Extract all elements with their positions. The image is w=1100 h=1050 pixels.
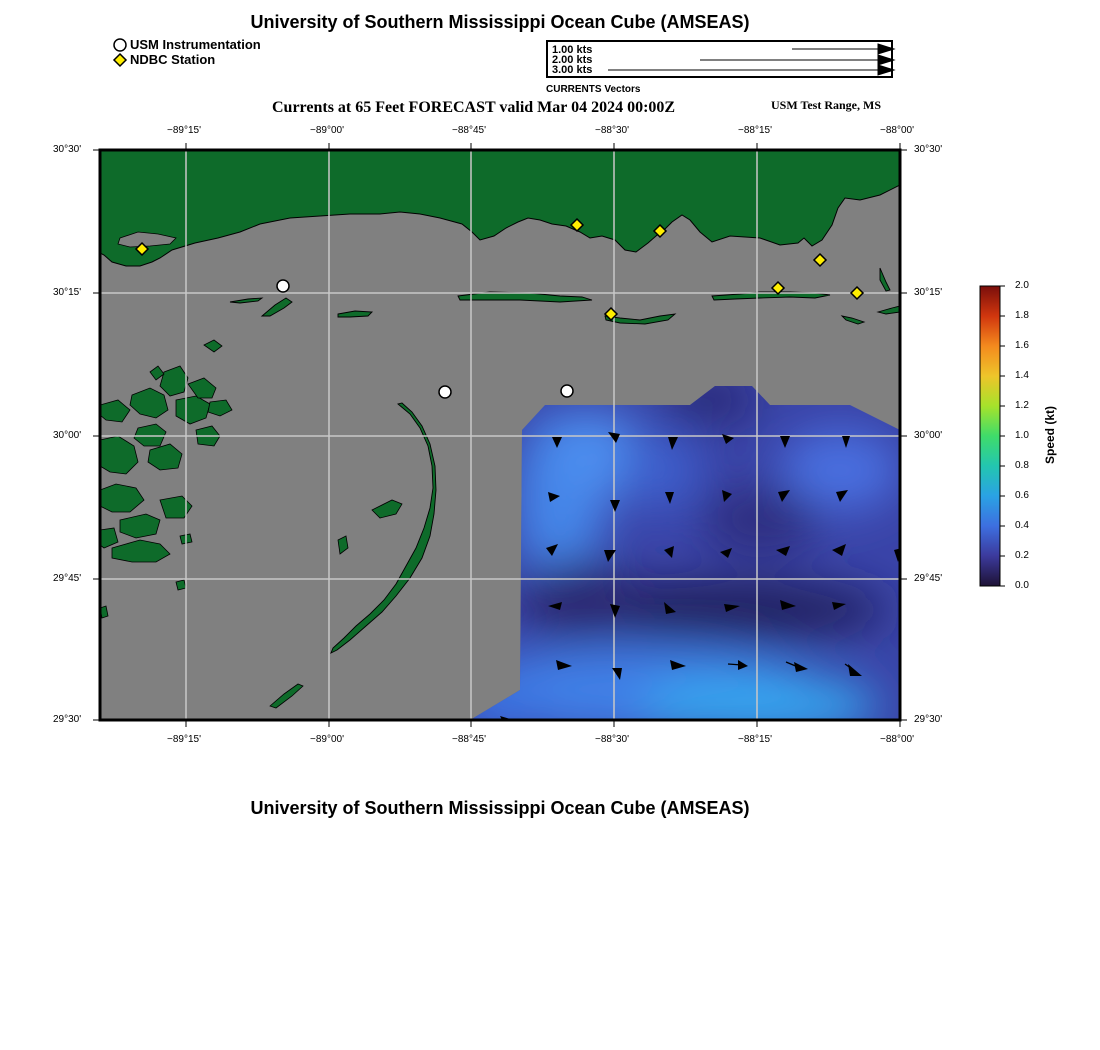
lat-tick-left: 30°30' xyxy=(53,144,82,155)
map-subtitle: Currents at 65 Feet FORECAST valid Mar 04 2024 00:00Z xyxy=(272,99,676,116)
lat-tick-left: 29°45' xyxy=(53,573,82,584)
lon-tick-top: −88°45' xyxy=(452,125,486,136)
lon-tick-bottom: −89°00' xyxy=(310,734,344,745)
lon-tick-bottom: −89°15' xyxy=(167,734,201,745)
usm-instrument-marker xyxy=(439,386,451,398)
lat-tick-right: 30°30' xyxy=(914,144,943,155)
lat-tick-right: 29°30' xyxy=(914,714,943,725)
lat-tick-left: 29°30' xyxy=(53,714,82,725)
colorbar-tick-label: 0.6 xyxy=(1015,490,1029,501)
vector-key-caption: CURRENTS Vectors xyxy=(546,84,641,95)
vector-key-label: 2.00 kts xyxy=(552,54,593,66)
vector-key-label: 3.00 kts xyxy=(552,64,593,76)
lat-tick-left: 30°00' xyxy=(53,430,82,441)
lat-tick-left: 30°15' xyxy=(53,287,82,298)
lon-tick-top: −88°15' xyxy=(738,125,772,136)
vector-key-label: 1.00 kts xyxy=(552,44,593,56)
colorbar-tick-label: 2.0 xyxy=(1015,280,1029,291)
lon-tick-top: −89°15' xyxy=(167,125,201,136)
colorbar-tick-label: 0.0 xyxy=(1015,580,1029,591)
colorbar-tick-label: 1.0 xyxy=(1015,430,1029,441)
lon-tick-top: −88°30' xyxy=(595,125,629,136)
colorbar-tick-label: 1.8 xyxy=(1015,310,1029,321)
colorbar-tick-label: 0.4 xyxy=(1015,520,1029,531)
colorbar-ticks xyxy=(1000,286,1005,586)
footer-title: University of Southern Mississippi Ocean Cube (AMSEAS) xyxy=(250,798,750,818)
lon-tick-top: −89°00' xyxy=(310,125,344,136)
lat-tick-right: 30°00' xyxy=(914,430,943,441)
vector-key-box xyxy=(546,40,893,78)
current-speed-field xyxy=(460,375,910,735)
lon-tick-bottom: −88°00' xyxy=(880,734,914,745)
usm-instrument-marker xyxy=(277,280,289,292)
lat-tick-right: 29°45' xyxy=(914,573,943,584)
colorbar-tick-label: 0.8 xyxy=(1015,460,1029,471)
legend-ndbc-label: NDBC Station xyxy=(130,52,216,67)
colorbar xyxy=(980,286,1000,586)
colorbar-tick-label: 1.2 xyxy=(1015,400,1029,411)
lon-tick-bottom: −88°30' xyxy=(595,734,629,745)
legend-usm-label: USM Instrumentation xyxy=(130,37,261,52)
figure-title: University of Southern Mississippi Ocean Cube (AMSEAS) xyxy=(250,12,750,32)
lon-tick-top: −88°00' xyxy=(880,125,914,136)
range-label: USM Test Range, MS xyxy=(771,98,882,112)
colorbar-tick-label: 1.6 xyxy=(1015,340,1029,351)
colorbar-tick-label: 1.4 xyxy=(1015,370,1029,381)
lat-tick-right: 30°15' xyxy=(914,287,943,298)
lon-tick-bottom: −88°45' xyxy=(452,734,486,745)
legend-usm-symbol xyxy=(114,39,126,51)
colorbar-tick-label: 0.2 xyxy=(1015,550,1029,561)
colorbar-title: Speed (kt) xyxy=(1043,405,1057,465)
legend-ndbc-symbol xyxy=(114,54,126,66)
usm-instrument-marker xyxy=(561,385,573,397)
lon-tick-bottom: −88°15' xyxy=(738,734,772,745)
